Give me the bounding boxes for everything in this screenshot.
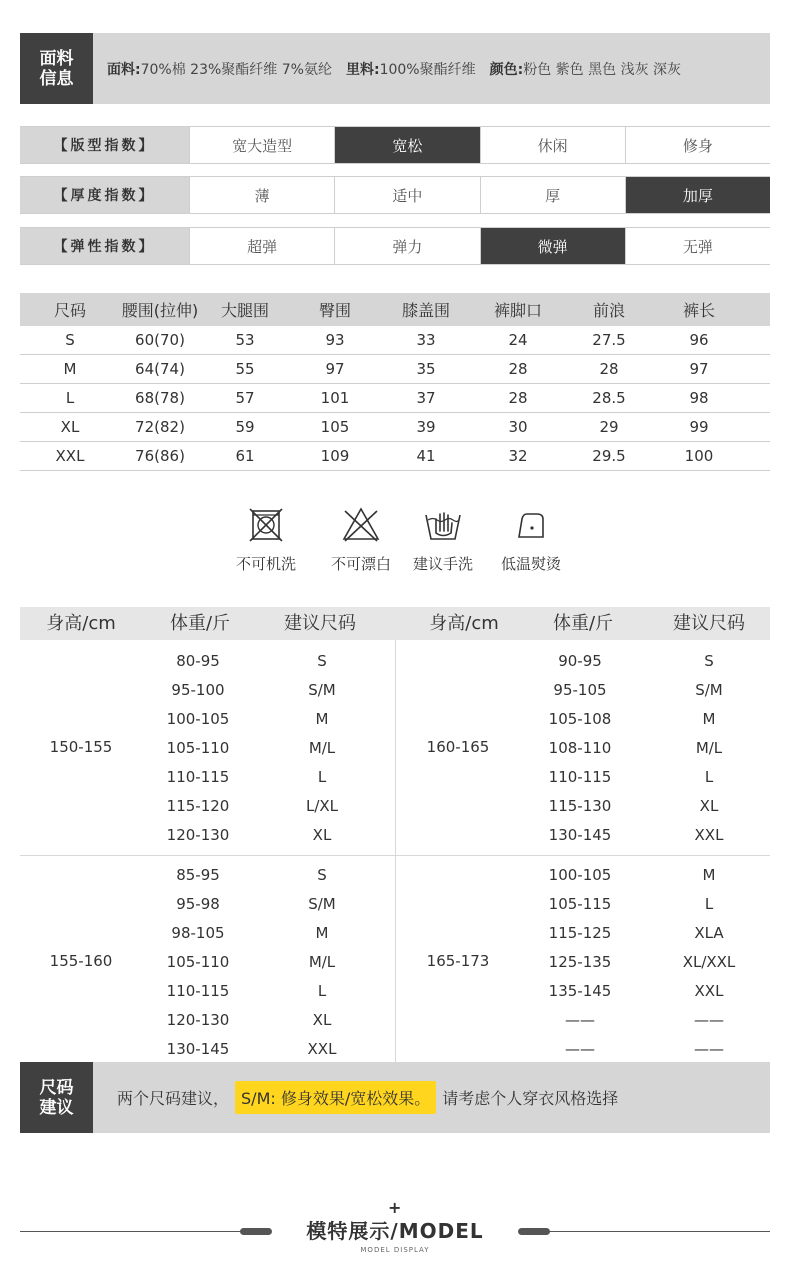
recommend-size: M: [315, 924, 329, 942]
size-advice-text: [117, 1081, 618, 1114]
recommend-weight: 125-135: [548, 953, 612, 971]
recommend-height: 150-155: [49, 738, 113, 756]
fabric-label: 面料:: [107, 61, 141, 78]
size-header-cell: 裤长: [682, 301, 715, 320]
size-cell: 35: [416, 360, 436, 378]
advice-prefix: 两个尺码建议，: [117, 1089, 230, 1108]
no-machine-wash-icon: [246, 505, 286, 545]
size-table-row: [20, 384, 770, 413]
recommend-height: 160-165: [426, 738, 490, 756]
size-cell: 28.5: [592, 389, 626, 407]
care-label: 不可机洗: [235, 555, 296, 573]
size-cell: 98: [689, 389, 709, 407]
elasticity-index-label: 【弹性指数】: [20, 228, 189, 264]
recommend-weight: 115-130: [548, 797, 612, 815]
color-label: 颜色:: [489, 61, 524, 78]
recommend-size: M: [315, 710, 329, 728]
size-header-cell: 尺码: [53, 301, 86, 320]
recommend-header-cell: 体重/斤: [169, 613, 231, 634]
care-low-temp-iron: [486, 505, 576, 574]
size-cell: M: [63, 360, 77, 378]
model-display-title: 模特展示/MODEL: [306, 1219, 484, 1243]
recommend-size: M/L: [695, 739, 723, 757]
elasticity-option-2: 弹力: [334, 228, 479, 264]
size-header-cell: 裤脚口: [493, 301, 542, 320]
size-cell: 101: [320, 389, 350, 407]
size-cell: 30: [508, 418, 528, 436]
size-header-cell: 腰围(拉伸): [121, 301, 199, 320]
fit-option-3: 休闲: [480, 127, 625, 163]
size-cell: 29: [599, 418, 619, 436]
model-display-subtitle: MODEL DISPLAY: [360, 1246, 430, 1254]
recommend-header-cell: 身高/cm: [46, 613, 116, 634]
thickness-option-3: 厚: [480, 177, 625, 213]
recommend-size: ——: [694, 1040, 724, 1058]
care-no-bleach: [316, 505, 406, 574]
recommend-weight: 95-105: [553, 681, 607, 699]
care-label: 不可漂白: [330, 555, 391, 573]
recommend-header-cell: 建议尺码: [284, 613, 356, 634]
recommend-weight: ——: [565, 1040, 595, 1058]
thickness-index-label: 【厚度指数】: [20, 177, 189, 213]
fabric-details: [107, 59, 681, 79]
thickness-index-row: [20, 176, 770, 214]
size-header-cell: 前浪: [592, 301, 625, 320]
advice-highlight: S/M: 修身效果/宽松效果。: [235, 1081, 436, 1114]
recommend-weight: 120-130: [166, 826, 230, 844]
recommend-weight: 105-108: [548, 710, 612, 728]
size-table-row: [20, 355, 770, 384]
recommend-size: M/L: [308, 953, 336, 971]
fabric-info-tag: [20, 33, 93, 104]
care-label: 低温熨烫: [500, 555, 561, 573]
size-cell: 27.5: [592, 331, 626, 349]
recommend-weight: 110-115: [166, 982, 230, 1000]
elasticity-option-4: 无弹: [625, 228, 770, 264]
size-cell: 33: [416, 331, 436, 349]
recommend-header-cell: 身高/cm: [429, 613, 499, 634]
size-table-row: [20, 326, 770, 355]
recommend-weight: 135-145: [548, 982, 612, 1000]
recommend-size: S/M: [308, 681, 336, 699]
size-table-header: [20, 293, 770, 326]
care-label: 建议手洗: [412, 555, 473, 573]
recommend-size: S: [317, 866, 327, 884]
thickness-option-2: 适中: [334, 177, 479, 213]
size-table: [20, 293, 770, 471]
size-cell: 100: [684, 447, 714, 465]
size-header-cell: 膝盖围: [401, 301, 450, 320]
recommend-size: ——: [694, 1011, 724, 1029]
size-cell: 64(74): [135, 360, 185, 378]
recommend-weight: 130-145: [548, 826, 612, 844]
recommend-size: L: [317, 768, 327, 786]
size-cell: 57: [235, 389, 255, 407]
fabric-tag-line1: 面料: [39, 48, 74, 69]
size-cell: 39: [416, 418, 436, 436]
recommend-weight: 85-95: [176, 866, 220, 884]
recommend-weight: 105-110: [166, 739, 230, 757]
care-no-machine-wash: [221, 505, 311, 574]
size-cell: XL: [60, 418, 80, 436]
recommend-size: L: [317, 982, 327, 1000]
care-hand-wash: [398, 505, 488, 574]
recommend-weight: 100-105: [548, 866, 612, 884]
recommend-weight: 95-100: [171, 681, 225, 699]
fit-index-row: [20, 126, 770, 164]
elasticity-option-1: 超弹: [189, 228, 334, 264]
recommend-size: S/M: [308, 895, 336, 913]
no-bleach-icon: [341, 505, 381, 545]
size-cell: 97: [689, 360, 709, 378]
size-cell: 105: [320, 418, 350, 436]
size-advice-bar: [20, 1062, 770, 1133]
column-divider: [395, 640, 396, 1062]
lining-value: 100%聚酯纤维: [379, 61, 476, 78]
fit-option-2: 宽松: [334, 127, 479, 163]
recommend-size: M/L: [308, 739, 336, 757]
recommend-weight: 108-110: [548, 739, 612, 757]
size-cell: 61: [235, 447, 255, 465]
recommend-header-cell: 体重/斤: [552, 613, 614, 634]
color-value: 粉色 紫色 黑色 浅灰 深灰: [523, 61, 682, 78]
thickness-option-4: 加厚: [625, 177, 770, 213]
size-cell: 28: [599, 360, 619, 378]
recommend-size: S: [317, 652, 327, 670]
size-cell: S: [65, 331, 75, 349]
recommend-table-header: [20, 607, 770, 640]
thickness-option-1: 薄: [189, 177, 334, 213]
size-table-row: [20, 442, 770, 471]
size-cell: XXL: [55, 447, 85, 465]
size-advice-tag: [20, 1062, 93, 1133]
size-cell: 72(82): [135, 418, 185, 436]
size-cell: 28: [508, 389, 528, 407]
size-cell: 28: [508, 360, 528, 378]
recommend-size: XXL: [307, 1040, 337, 1058]
fabric-value: 70%棉 23%聚酯纤维 7%氨纶: [140, 61, 332, 78]
size-cell: 59: [235, 418, 255, 436]
recommend-weight: 110-115: [548, 768, 612, 786]
plus-icon: +: [388, 1198, 402, 1217]
size-cell: 97: [325, 360, 345, 378]
recommend-size: XXL: [694, 982, 724, 1000]
recommend-size: S: [704, 652, 714, 670]
size-cell: 109: [320, 447, 350, 465]
recommend-weight: 105-110: [166, 953, 230, 971]
size-cell: 93: [325, 331, 345, 349]
fabric-info-bar: [20, 33, 770, 104]
recommend-size: XL: [312, 1011, 332, 1029]
recommend-size: XL/XXL: [682, 953, 736, 971]
size-cell: 41: [416, 447, 436, 465]
size-cell: 68(78): [135, 389, 185, 407]
size-cell: 37: [416, 389, 436, 407]
size-cell: 76(86): [135, 447, 185, 465]
recommend-weight: 130-145: [166, 1040, 230, 1058]
recommend-weight: 110-115: [166, 768, 230, 786]
advice-tag-line2: 建议: [39, 1097, 74, 1118]
recommend-header-cell: 建议尺码: [673, 613, 745, 634]
recommend-weight: 100-105: [166, 710, 230, 728]
recommend-size: M: [702, 866, 716, 884]
recommend-size: S/M: [695, 681, 723, 699]
hand-wash-icon: [423, 505, 463, 545]
elasticity-option-3: 微弹: [480, 228, 625, 264]
recommend-height: 155-160: [49, 952, 113, 970]
fabric-tag-line2: 信息: [39, 68, 74, 89]
elasticity-index-row: [20, 227, 770, 265]
recommend-weight: 95-98: [176, 895, 220, 913]
recommend-size: M: [702, 710, 716, 728]
advice-tag-line1: 尺码: [39, 1077, 74, 1098]
size-cell: 96: [689, 331, 709, 349]
recommend-weight: 105-115: [548, 895, 612, 913]
low-temp-iron-icon: [511, 505, 551, 545]
recommend-weight: 98-105: [171, 924, 225, 942]
advice-suffix: 请考虑个人穿衣风格选择: [442, 1089, 619, 1108]
size-cell: 32: [508, 447, 528, 465]
size-header-cell: 臀围: [318, 301, 351, 320]
recommend-size: L: [704, 895, 714, 913]
size-cell: L: [65, 389, 75, 407]
size-cell: 60(70): [135, 331, 185, 349]
fit-index-label: 【版型指数】: [20, 127, 189, 163]
recommend-weight: 120-130: [166, 1011, 230, 1029]
size-table-row: [20, 413, 770, 442]
size-cell: 29.5: [592, 447, 626, 465]
recommend-weight: ——: [565, 1011, 595, 1029]
block-divider: [20, 855, 770, 856]
size-cell: 53: [235, 331, 255, 349]
fit-option-1: 宽大造型: [189, 127, 334, 163]
recommend-size: L: [704, 768, 714, 786]
recommend-size: XL: [699, 797, 719, 815]
lining-label: 里料:: [345, 61, 380, 78]
fit-option-4: 修身: [625, 127, 770, 163]
recommend-size: L/XL: [305, 797, 339, 815]
size-cell: 99: [689, 418, 709, 436]
size-cell: 24: [508, 331, 528, 349]
size-header-cell: 大腿围: [220, 301, 269, 320]
recommend-weight: 115-125: [548, 924, 612, 942]
recommend-weight: 80-95: [176, 652, 220, 670]
recommend-size: XXL: [694, 826, 724, 844]
recommend-size: XLA: [694, 924, 724, 942]
recommend-weight: 115-120: [166, 797, 230, 815]
recommend-weight: 90-95: [558, 652, 602, 670]
recommend-size: XL: [312, 826, 332, 844]
size-cell: 55: [235, 360, 255, 378]
recommend-height: 165-173: [426, 952, 490, 970]
